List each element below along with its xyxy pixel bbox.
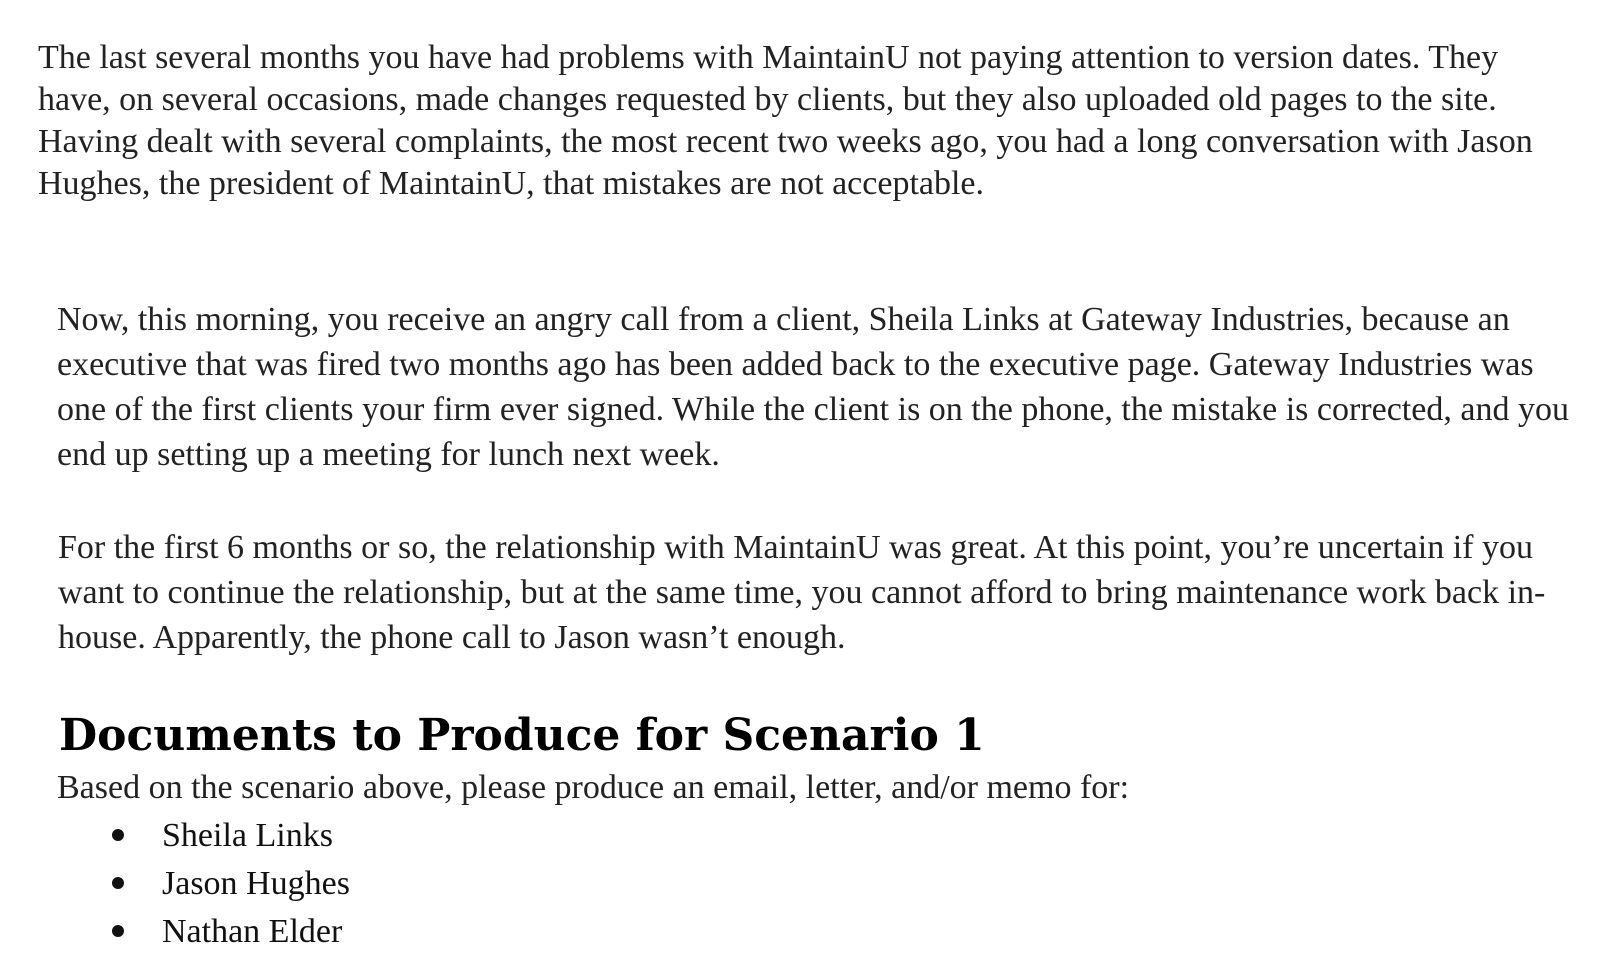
bullet-icon (112, 877, 124, 889)
recipient-name: Sheila Links (162, 817, 333, 854)
bullet-icon (112, 925, 124, 937)
bullet-icon (112, 829, 124, 841)
paragraph-background: The last several months you have had problems with MaintainU not paying attention to version dates. They have, on several occasions, made changes requested by clients, but they also uploaded old pages to the site. Having dealt with several complaints, the most recent two weeks ago, you had a long conversation with Jason Hughes, the president of MaintainU, that mistakes are not acceptable. (38, 39, 1533, 202)
instructions-text: Based on the scenario above, please produce an email, letter, and/or memo for: (57, 769, 1130, 806)
recipient-name: Nathan Elder (162, 913, 343, 950)
recipient-name: Jason Hughes (162, 865, 350, 902)
paragraph-incident: Now, this morning, you receive an angry call from a client, Sheila Links at Gateway Industries, because an executive that was fired two months ago has been added back to the executive page. Gateway Industries was one of the first clients your firm ever signed. While the client is on the phone, the mistake is corrected, and you end up setting up a meeting for lunch next week. (57, 301, 1569, 473)
section-heading: Documents to Produce for Scenario 1 (59, 710, 985, 761)
paragraph-relationship: For the first 6 months or so, the relationship with MaintainU was great. At this point, you’re uncertain if you want to continue the relationship, but at the same time, you cannot afford to bring maintenance work back in-house. Apparently, the phone call to Jason wasn’t enough. (58, 529, 1546, 656)
